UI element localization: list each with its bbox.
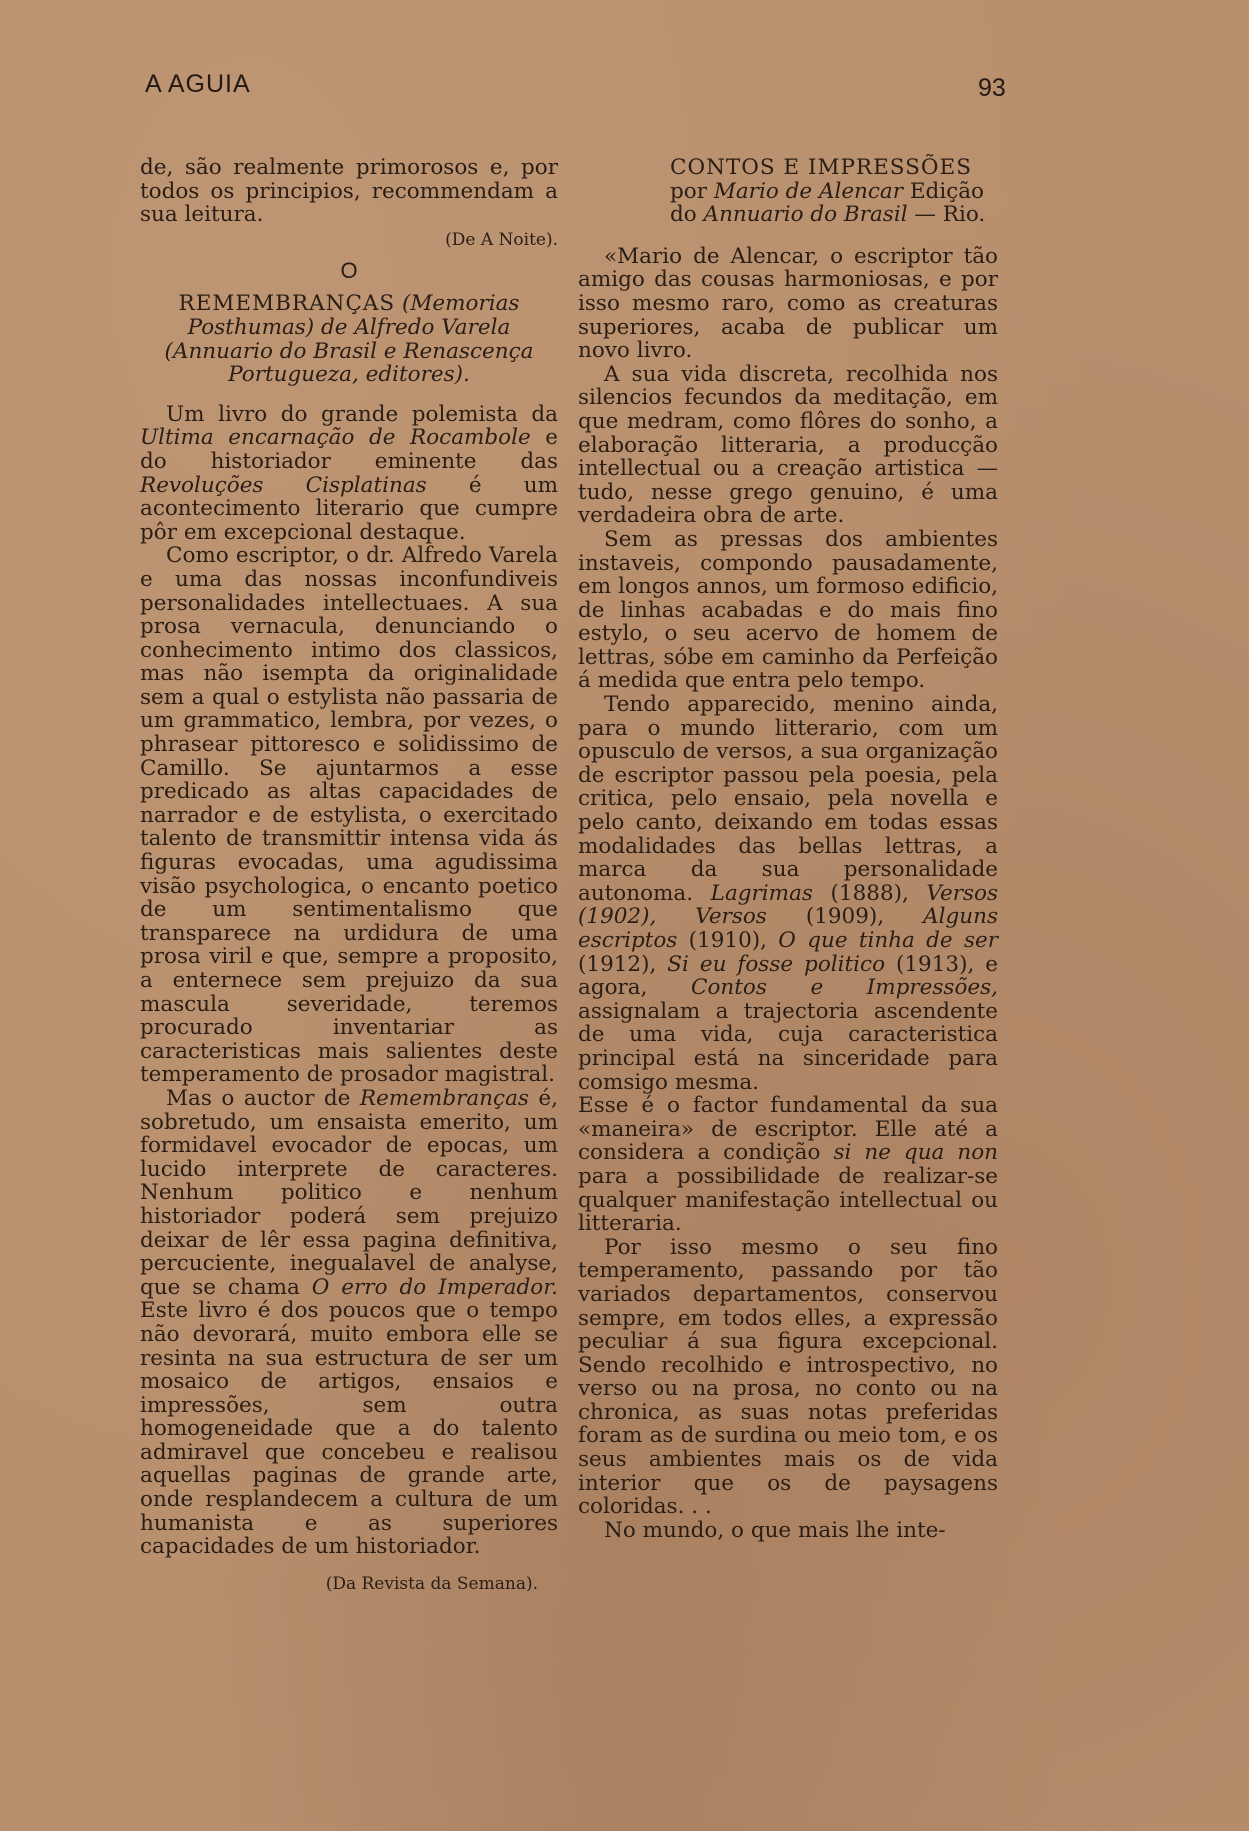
- text-run: Esse é o factor fundamental da sua «maneira» de escriptor. Elle até a considera a condição: [578, 1093, 998, 1166]
- text-run: assignalam a trajectoria ascendente de uma vida, cuja caracteristica principal está na sinceridade para comsigo mesma.: [578, 998, 998, 1095]
- text-run: (1910),: [677, 928, 779, 953]
- contos-paragraph-2: A sua vida discreta, recolhida nos silencios fecundos da meditação, em que medram, como flôres do sonho, a elaboração litteraria, a producção intellectual ou a creação artistica — tudo, nesse grego genuino, é uma verdadeira obra de arte.: [578, 361, 998, 529]
- contos-paragraph-4: [578, 693, 998, 1094]
- text-run: Tendo apparecido, menino ainda, para o mundo litterario, com um opusculo de versos, a sua organização de escriptor passou pela poesia, pela critica, pelo ensaio, pela novella e pelo canto, deixando em todas essas modalidades das bellas lettras, a marca da sua personalidade autonoma.: [578, 692, 998, 906]
- text-run: Edição do: [670, 178, 985, 228]
- italic-latin-phrase: si ne qua non: [833, 1140, 998, 1166]
- review-paragraph-3: [140, 1087, 558, 1559]
- italic-book-title: Remembranças: [359, 1085, 529, 1111]
- italic-book-title: Si eu fosse politico: [667, 951, 886, 977]
- text-run: Este livro é dos poucos que o tempo não devorará, muito embora elle se resinta na sua estructura de ser um mosaico de artigos, ensaios e impressões, sem outra homogeneidade que a do talento admiravel que concebeu e realisou aquellas paginas de grande arte, onde resplandecem a cultura de um humanista e as superiores capacidades de um historiador.: [140, 1298, 558, 1560]
- text-run: é, sobretudo, um ensaista emerito, um formidavel evocador de epocas, um lucido interprete de caracteres. Nenhum politico e nenhum historiador poderá sem prejuizo deixar de lêr essa pagina definitiva, percuciente, inegualavel de analyse, que se chama: [140, 1085, 558, 1300]
- text-run: (1909),: [766, 904, 924, 930]
- text-run: (1913), e agora,: [578, 951, 998, 1001]
- italic-book-title: Ultima encarnação de Rocambole: [140, 425, 531, 451]
- review-title-caps: REMEMBRANÇAS: [178, 291, 396, 317]
- contos-paragraph-5: [578, 1094, 998, 1236]
- left-column: [140, 156, 558, 1595]
- text-run: e do historiador eminente das: [140, 425, 558, 474]
- italic-book-title: Alguns escriptos: [578, 904, 998, 953]
- intro-source-citation: (De A Noite).: [445, 229, 558, 250]
- contos-paragraph-1: «Mario de Alencar, o escriptor tão amigo das cousas harmoniosas, e por isso mesmo raro, como as creaturas superiores, acaba de publicar um novo livro.: [578, 243, 998, 364]
- text-run: (1912),: [578, 951, 668, 977]
- review-title-caps: CONTOS E IMPRESSÕES: [670, 155, 972, 180]
- author-name: Mario de Alencar: [713, 178, 904, 204]
- text-run: — Rio.: [907, 202, 986, 228]
- running-head-journal-title: A AGUIA: [145, 70, 251, 98]
- text-run: (1888),: [812, 880, 927, 906]
- text-run: Mas o auctor de: [166, 1085, 360, 1111]
- contos-paragraph-7: No mundo, o que mais lhe inte-: [604, 1517, 946, 1543]
- italic-book-title: Versos (1902), Versos: [578, 880, 998, 930]
- text-run: é um acontecimento literario que cumpre pôr em excepcional destaque.: [140, 472, 558, 545]
- review-title-contos: [578, 156, 998, 227]
- publisher-name: Annuario do Brasil: [703, 202, 908, 228]
- italic-book-title: Lagrimas: [710, 880, 813, 906]
- text-run: Um livro do grande polemista da: [166, 401, 558, 427]
- text-run: por: [670, 178, 714, 204]
- review-paragraph-2: Como escriptor, o dr. Alfredo Varela e uma das nossas inconfundiveis personalidades intellectuaes. A sua prosa vernacula, denunciando o conhecimento intimo dos classicos, mas não isempta da originalidade sem a qual o estylista não passaria de um grammatico, lembra, por vezes, o phrasear pittoresco e solidissimo de Camillo. Se ajuntarmos a esse predicado as altas capacidades de narrador e de estylista, o exercitado talento de transmittir intensa vida ás figuras evocadas, uma agudissima visão psychologica, o encanto poetico de um sentimentalismo que transparece na urdidura de uma prosa viril e que, sempre a proposito, a enternece sem prejuizo da sua mascula severidade, teremos procurado inventariar as caracteristicas mais salientes deste temperamento de prosador magistral.: [140, 543, 558, 1088]
- right-column: [578, 156, 998, 1542]
- text-run: para a possibilidade de realizar-se qualquer manifestação intellectual ou litteraria.: [578, 1163, 998, 1237]
- italic-book-title: O que tinha de ser: [778, 928, 998, 953]
- review-title-details: (Memorias Posthumas) de Alfredo Varela (Annuario do Brasil e Renascença Portugueza, editores).: [164, 291, 534, 388]
- review-title-remembrancas: [140, 292, 558, 386]
- contos-paragraph-6: Por isso mesmo o seu fino temperamento, passando por tão variados departamentos, conservou sempre, em todos elles, a expressão peculiar á sua figura excepcional. Sendo recolhido e introspectivo, no verso ou na prosa, no conto ou na chronica, as suas notas preferidas foram as de surdina ou meio tom, e os seus ambientes mais os de vida interior que os de paysagens coloridas. . .: [578, 1234, 998, 1520]
- contos-paragraph-3: Sem as pressas dos ambientes instaveis, compondo pausadamente, em longos annos, um formoso edificio, de linhas acabadas e do mais fino estylo, o seu acervo de homem de lettras, sóbe em caminho da Perfeição á medida que entra pelo tempo.: [578, 526, 998, 694]
- review-paragraph-1: [140, 403, 558, 545]
- italic-book-title: Contos e Impressões,: [691, 975, 998, 1001]
- intro-paragraph: de, são realmente primorosos e, por todos os principios, recommendam a sua leitura.: [140, 155, 558, 228]
- italic-book-title: Revoluções Cisplatinas: [140, 472, 427, 498]
- page-number: 93: [978, 74, 1006, 102]
- italic-book-title: O erro do Imperador.: [311, 1274, 558, 1300]
- closing-source-citation: (Da Revista da Semana).: [325, 1573, 538, 1594]
- section-separator: O: [340, 257, 358, 283]
